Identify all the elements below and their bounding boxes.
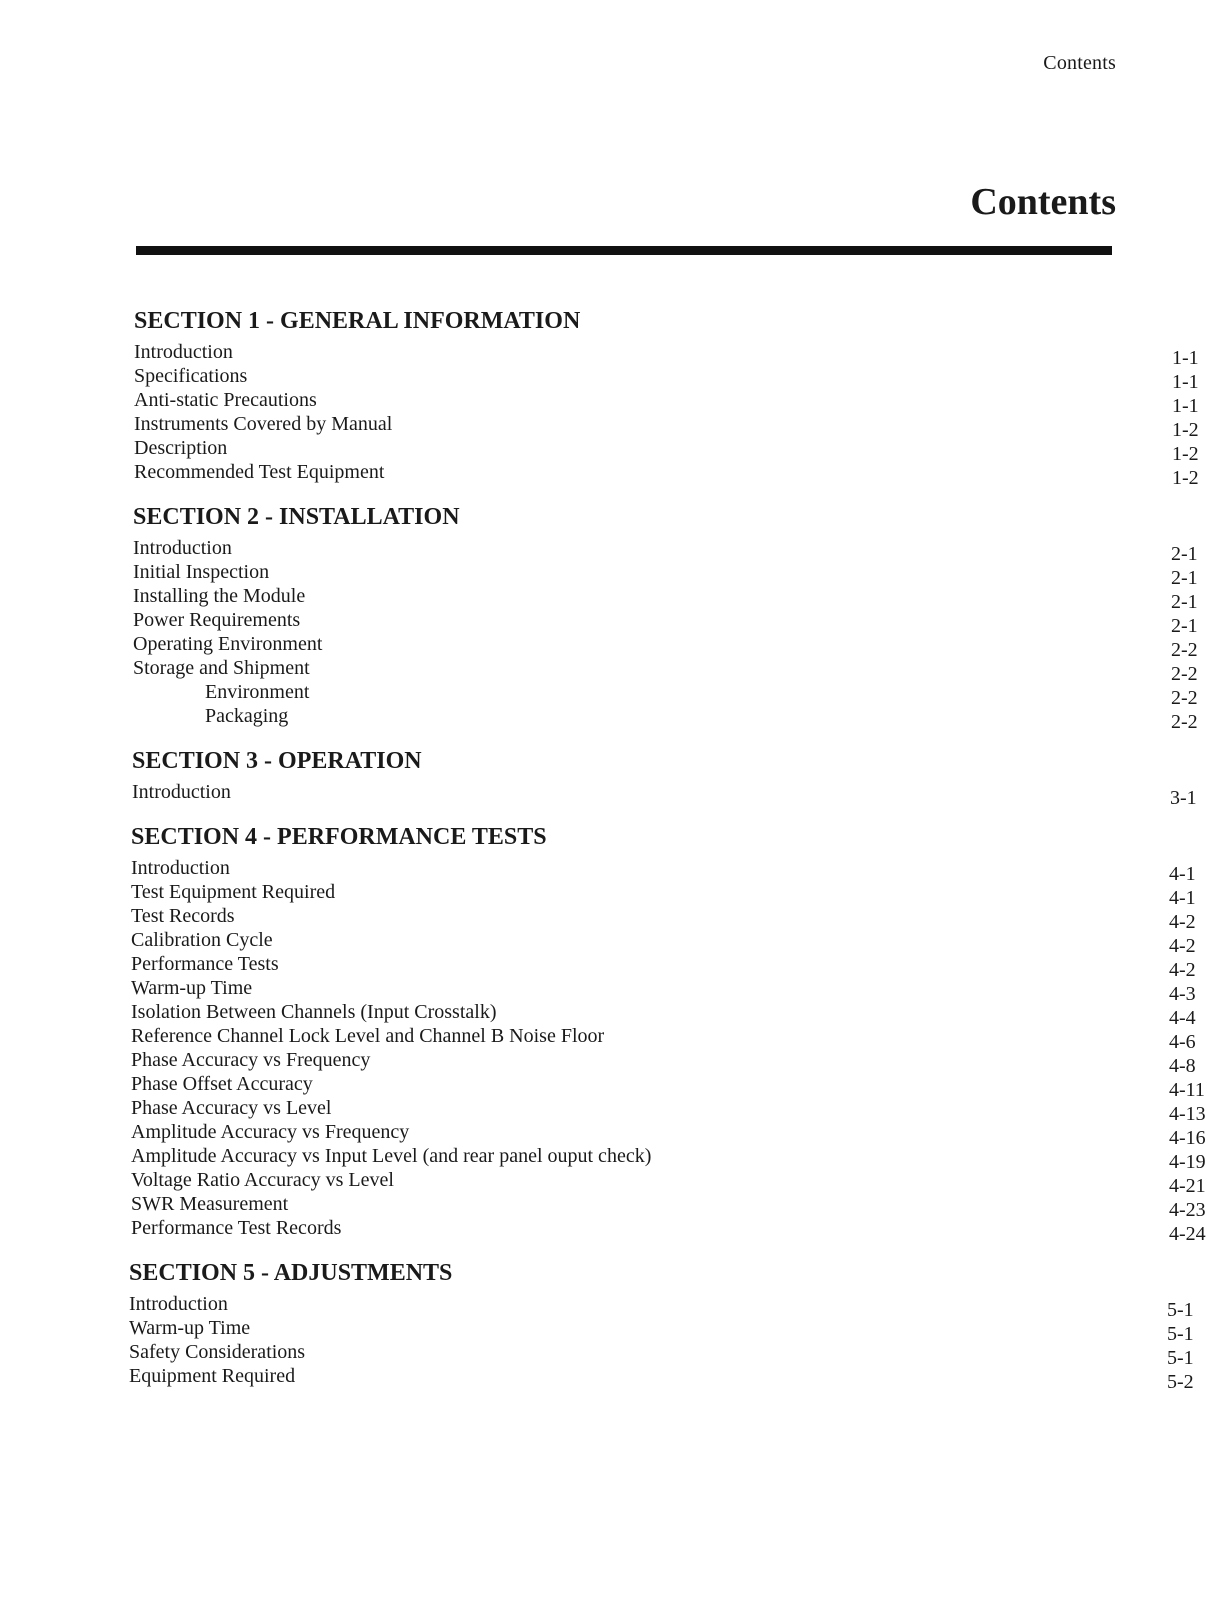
toc-entry-label: Introduction <box>133 537 232 559</box>
toc-entry[interactable] <box>131 1217 1226 1245</box>
toc-entry-label: Amplitude Accuracy vs Frequency <box>131 1121 410 1143</box>
toc-entry-label: Initial Inspection <box>133 561 270 583</box>
page-title: Contents <box>970 181 1116 223</box>
toc-entry-label: Phase Accuracy vs Frequency <box>131 1049 371 1071</box>
toc-entry[interactable] <box>131 857 1226 885</box>
toc-entry-page: 5-1 <box>1167 1347 1194 1369</box>
toc-entry-label: Phase Offset Accuracy <box>131 1073 313 1095</box>
toc-entry-label: Installing the Module <box>133 585 306 607</box>
toc-entry[interactable] <box>131 1025 1226 1053</box>
toc-entry[interactable] <box>131 1169 1226 1197</box>
toc-entry-page: 2-1 <box>1171 567 1198 589</box>
toc-entry-page: 1-1 <box>1172 371 1199 393</box>
toc-entry[interactable] <box>131 953 1226 981</box>
section-1 <box>0 306 1226 489</box>
toc-entry-page: 2-2 <box>1171 687 1198 709</box>
toc-entry-page: 4-4 <box>1169 1007 1196 1029</box>
toc-subentry[interactable] <box>133 705 1226 733</box>
toc-entry-page: 4-11 <box>1169 1079 1205 1101</box>
toc-entry[interactable] <box>134 341 1226 369</box>
toc-entry[interactable] <box>134 365 1226 393</box>
toc-entry-page: 3-1 <box>1170 787 1197 809</box>
section-4 <box>0 822 1226 1245</box>
toc-entry-label: Recommended Test Equipment <box>134 461 385 483</box>
toc-entry-page: 2-2 <box>1171 639 1198 661</box>
toc-entry-page: 1-2 <box>1172 467 1199 489</box>
toc-entry-page: 2-1 <box>1171 591 1198 613</box>
section-heading: SECTION 1 - GENERAL INFORMATION <box>134 308 581 334</box>
toc-entry-page: 4-16 <box>1169 1127 1206 1149</box>
toc-entry[interactable] <box>133 585 1226 613</box>
section-heading: SECTION 5 - ADJUSTMENTS <box>129 1260 453 1286</box>
toc-entry[interactable] <box>131 929 1226 957</box>
toc-entry-page: 2-2 <box>1171 711 1198 733</box>
toc-entry-label: Equipment Required <box>129 1365 296 1387</box>
title-rule <box>136 246 1112 255</box>
toc-entry-page: 1-1 <box>1172 347 1199 369</box>
toc-entry[interactable] <box>131 1193 1226 1221</box>
toc-entry-page: 4-2 <box>1169 959 1196 981</box>
running-head: Contents <box>1043 52 1116 74</box>
toc-entry-page: 4-1 <box>1169 863 1196 885</box>
toc-subentry[interactable] <box>133 681 1226 709</box>
toc-entry[interactable] <box>133 537 1226 565</box>
toc-entry[interactable] <box>131 1073 1226 1101</box>
toc-entry-label: Voltage Ratio Accuracy vs Level <box>131 1169 394 1191</box>
toc-entry-label: Environment <box>205 681 310 703</box>
toc-entry-page: 4-24 <box>1169 1223 1206 1245</box>
toc-entry-label: Description <box>134 437 228 459</box>
toc-entry-label: Warm-up Time <box>129 1317 251 1339</box>
toc-entry-label: Performance Tests <box>131 953 279 975</box>
toc-entry-label: Introduction <box>132 781 231 803</box>
toc-entry-page: 2-1 <box>1171 615 1198 637</box>
toc-entry-page: 1-2 <box>1172 419 1199 441</box>
toc-entry-page: 1-2 <box>1172 443 1199 465</box>
toc-entry-label: Introduction <box>131 857 230 879</box>
toc-entry-label: Operating Environment <box>133 633 323 655</box>
toc-entry-page: 4-23 <box>1169 1199 1206 1221</box>
toc-entry-label: Phase Accuracy vs Level <box>131 1097 332 1119</box>
toc-entry[interactable] <box>134 461 1226 489</box>
section-5 <box>0 1258 1226 1393</box>
toc-entry[interactable] <box>129 1365 1226 1393</box>
toc-entry-label: Performance Test Records <box>131 1217 342 1239</box>
toc-entry[interactable] <box>131 1145 1226 1173</box>
toc-entry-page: 4-8 <box>1169 1055 1196 1077</box>
toc-entry[interactable] <box>132 781 1226 809</box>
toc-entry-label: Amplitude Accuracy vs Input Level (and rear panel ouput check) <box>131 1145 652 1167</box>
toc-entry[interactable] <box>133 657 1226 685</box>
toc-entry-label: Instruments Covered by Manual <box>134 413 393 435</box>
toc-entry[interactable] <box>133 609 1226 637</box>
toc-entry-label: Test Records <box>131 905 235 927</box>
toc-entry[interactable] <box>129 1293 1226 1321</box>
toc-entry[interactable] <box>134 437 1226 465</box>
toc-entry-label: Specifications <box>134 365 248 387</box>
toc-entry[interactable] <box>131 1121 1226 1149</box>
section-heading: SECTION 3 - OPERATION <box>132 748 422 774</box>
toc-entry-page: 4-6 <box>1169 1031 1196 1053</box>
toc-entry-page: 2-2 <box>1171 663 1198 685</box>
section-heading: SECTION 4 - PERFORMANCE TESTS <box>131 824 547 850</box>
section-3 <box>0 746 1226 809</box>
toc-entry-page: 4-21 <box>1169 1175 1206 1197</box>
toc-entry[interactable] <box>134 413 1226 441</box>
toc-entry[interactable] <box>131 881 1226 909</box>
toc-entry[interactable] <box>134 389 1226 417</box>
toc-entry-label: Introduction <box>129 1293 228 1315</box>
toc-entry-page: 4-19 <box>1169 1151 1206 1173</box>
table-of-contents <box>0 306 1226 1406</box>
toc-entry-page: 4-2 <box>1169 911 1196 933</box>
toc-entry-label: Power Requirements <box>133 609 301 631</box>
toc-entry-page: 4-3 <box>1169 983 1196 1005</box>
toc-entry[interactable] <box>133 561 1226 589</box>
toc-entry-label: SWR Measurement <box>131 1193 289 1215</box>
toc-entry-label: Reference Channel Lock Level and Channel B Noise Floor <box>131 1025 605 1047</box>
toc-entry[interactable] <box>131 1097 1226 1125</box>
toc-entry-label: Storage and Shipment <box>133 657 310 679</box>
toc-entry[interactable] <box>131 977 1226 1005</box>
toc-entry-label: Calibration Cycle <box>131 929 273 951</box>
toc-entry[interactable] <box>129 1317 1226 1345</box>
toc-entry-page: 5-1 <box>1167 1323 1194 1345</box>
toc-entry-page: 4-1 <box>1169 887 1196 909</box>
toc-entry-label: Safety Considerations <box>129 1341 306 1363</box>
toc-entry-page: 5-1 <box>1167 1299 1194 1321</box>
toc-entry[interactable] <box>133 633 1226 661</box>
toc-entry-label: Packaging <box>205 705 289 727</box>
toc-entry-page: 5-2 <box>1167 1371 1194 1393</box>
toc-entry[interactable] <box>131 1049 1226 1077</box>
toc-entry[interactable] <box>131 1001 1226 1029</box>
toc-entry-page: 4-2 <box>1169 935 1196 957</box>
toc-entry-label: Warm-up Time <box>131 977 253 999</box>
toc-entry-page: 4-13 <box>1169 1103 1206 1125</box>
toc-entry-label: Introduction <box>134 341 233 363</box>
toc-entry-label: Test Equipment Required <box>131 881 336 903</box>
toc-entry-label: Anti-static Precautions <box>134 389 317 411</box>
section-2 <box>0 502 1226 733</box>
toc-entry-page: 2-1 <box>1171 543 1198 565</box>
toc-entry-page: 1-1 <box>1172 395 1199 417</box>
toc-entry[interactable] <box>129 1341 1226 1369</box>
toc-entry-label: Isolation Between Channels (Input Crosstalk) <box>131 1001 497 1023</box>
section-heading: SECTION 2 - INSTALLATION <box>133 504 460 530</box>
toc-entry[interactable] <box>131 905 1226 933</box>
